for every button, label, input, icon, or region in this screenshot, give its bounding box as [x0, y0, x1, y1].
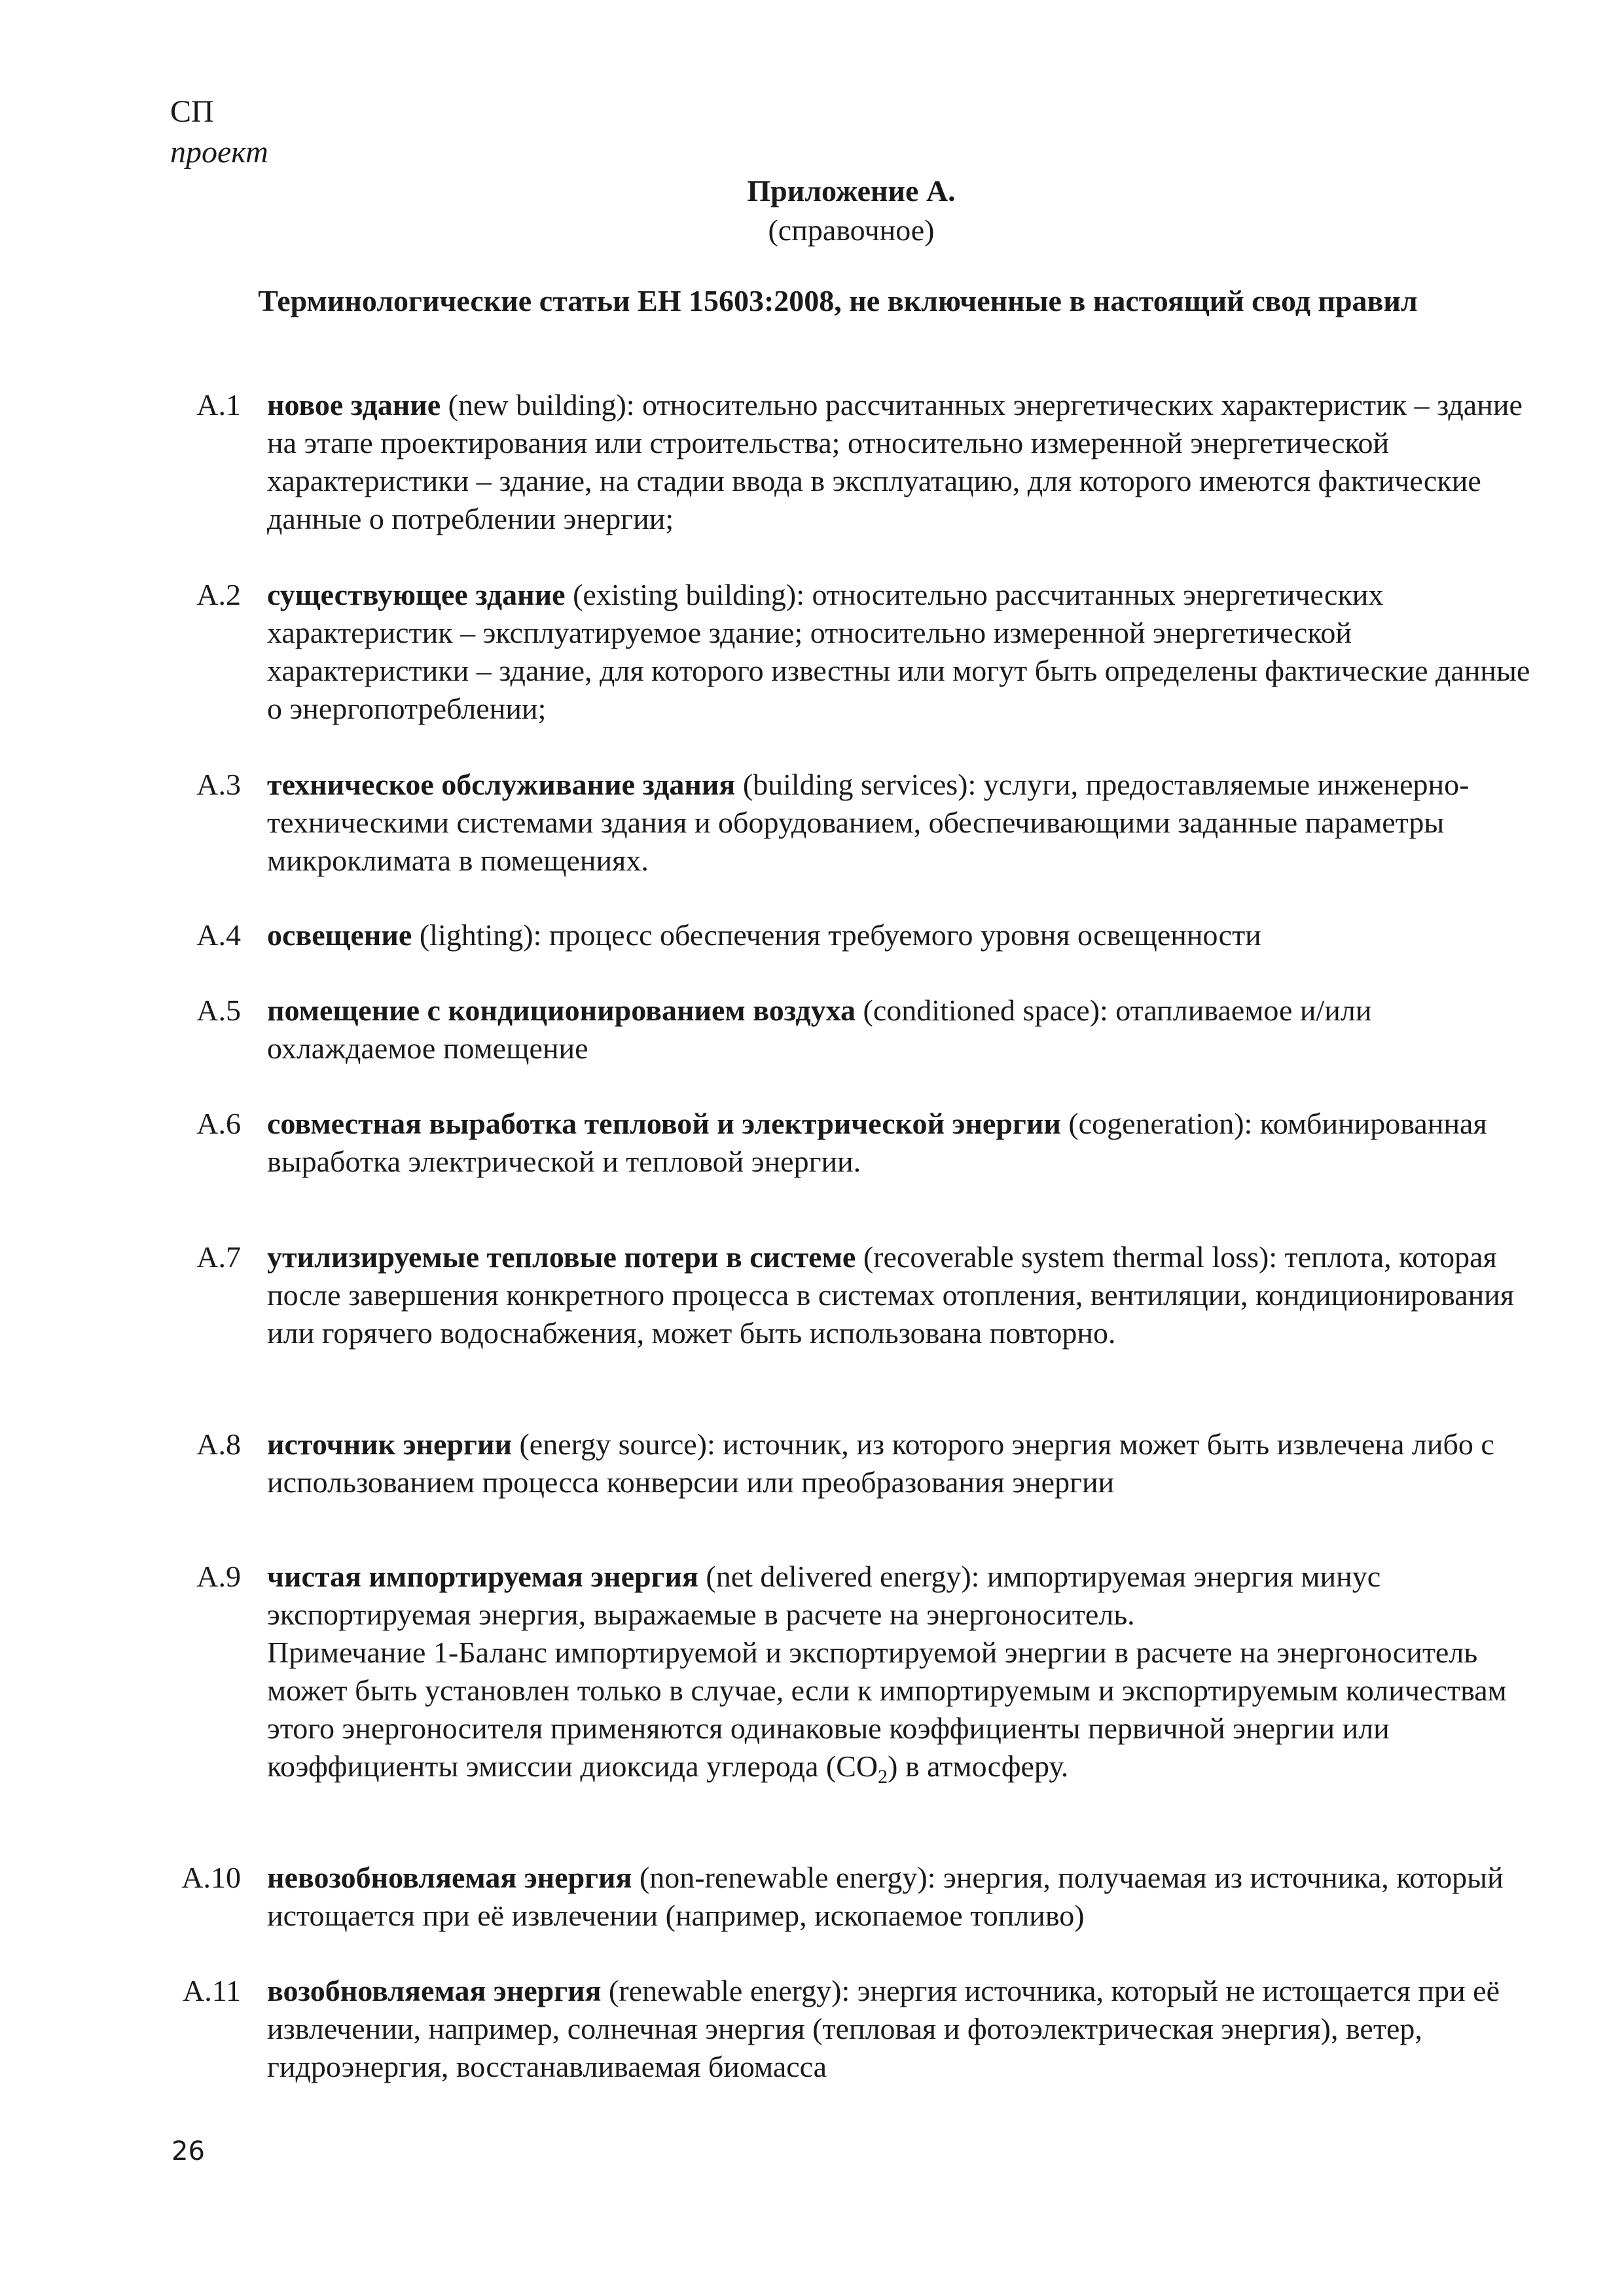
- co2-subscript: 2: [878, 1766, 888, 1788]
- entry-body: [267, 1105, 1532, 1181]
- entry-number: А.2: [196, 578, 241, 611]
- entry-term: источник энергии: [267, 1427, 512, 1461]
- entry-number: А.9: [196, 1560, 241, 1593]
- entry-term: существующее здание: [267, 578, 566, 611]
- entry-number: А.6: [196, 1107, 241, 1140]
- term-entry-a6: [164, 1105, 1532, 1181]
- term-entry-a9: [164, 1558, 1532, 1788]
- entry-definition: (building services): услуги, предоставляемые инженерно-техническими системами здания и оборудованием, обеспечивающими заданные параметры микроклимата в помещениях.: [267, 768, 1470, 877]
- entry-term: невозобновляемая энергия: [267, 1861, 632, 1894]
- term-entry-a10: [164, 1859, 1532, 1935]
- entry-definition: (energy source): источник, из которого энергия может быть извлечена либо с использованием процесса конверсии или преобразования энергии: [267, 1427, 1494, 1499]
- page-number: 26: [171, 2136, 205, 2166]
- entry-number: А.5: [196, 994, 241, 1027]
- entry-body: [267, 386, 1532, 538]
- entry-definition: (renewable energy): энергия источника, который не истощается при её извлечении, например, солнечная энергия (тепловая и фотоэлектрическая энергия), ветер, гидроэнергия, восстанавливаемая биомасса: [267, 1974, 1500, 2083]
- section-title: Терминологические статьи ЕН 15603:2008, не включенные в настоящий свод правил: [258, 284, 1418, 317]
- entry-body: [267, 576, 1532, 728]
- entry-definition: (existing building): относительно рассчитанных энергетических характеристик – эксплуатируемое здание; относительно измеренной энергетической характеристики – здание, для которого известны или могут быть определены фактические данные о энергопотреблении;: [267, 578, 1530, 725]
- entry-term: чистая импортируемая энергия: [267, 1560, 698, 1593]
- entry-body: [267, 992, 1532, 1067]
- entry-term: утилизируемые тепловые потери в системе: [267, 1240, 856, 1274]
- term-entry-a3: [164, 766, 1532, 880]
- entry-body: [267, 916, 1532, 954]
- term-entry-a11: [164, 1972, 1532, 2086]
- entry-body: [267, 766, 1532, 880]
- note-text: Примечание 1-Баланс импортируемой и экспортируемой энергии в расчете на энергоноситель может быть установлен только в случае, если к импортируемым и экспортируемым количествам этого энергоносителя применяются одинаковые коэффициенты первичной энергии или коэффициенты эмиссии диоксида углерода (CO: [267, 1636, 1507, 1783]
- entry-number: А.10: [181, 1861, 241, 1894]
- entry-number: А.7: [196, 1240, 241, 1274]
- entry-term: освещение: [267, 918, 412, 952]
- entry-number: А.3: [196, 768, 241, 801]
- entry-definition: (net delivered energy): импортируемая энергия минус экспортируемая энергия, выражаемые в расчете на энергоноситель.: [267, 1560, 1381, 1631]
- appendix-title: Приложение А.: [747, 174, 956, 207]
- entry-body: [267, 1558, 1532, 1788]
- term-entry-a8: [164, 1426, 1532, 1501]
- note-tail: ) в атмосферу.: [888, 1749, 1069, 1783]
- document-status: проект: [170, 135, 268, 170]
- entry-body: [267, 1859, 1532, 1935]
- entry-body: [267, 1426, 1532, 1501]
- entry-definition: (conditioned space): отапливаемое и/или охлаждаемое помещение: [267, 994, 1372, 1065]
- entry-term: возобновляемая энергия: [267, 1974, 602, 2007]
- entry-body: [267, 1972, 1532, 2086]
- term-entry-a2: [164, 576, 1532, 728]
- entry-definition: (new building): относительно рассчитанных энергетических характеристик – здание на этапе проектирования или строительства; относительно измеренной энергетической характеристики – здание, на стадии ввода в эксплуатацию, для которого имеются фактические данные о потреблении энергии;: [267, 388, 1523, 535]
- entry-body: [267, 1238, 1532, 1352]
- appendix-subtitle: (справочное): [768, 213, 935, 247]
- entry-definition: (cogeneration): комбинированная выработка электрической и тепловой энергии.: [267, 1107, 1487, 1178]
- entry-term: новое здание: [267, 388, 441, 422]
- entry-term: совместная выработка тепловой и электрической энергии: [267, 1107, 1061, 1140]
- entry-note: [267, 1634, 1532, 1788]
- entry-term: техническое обслуживание здания: [267, 768, 736, 801]
- term-entry-a7: [164, 1238, 1532, 1352]
- term-entry-a4: [164, 916, 1532, 954]
- entry-number: А.1: [196, 388, 241, 422]
- term-entry-a5: [164, 992, 1532, 1067]
- entry-number: А.11: [182, 1974, 241, 2007]
- entry-definition: (recoverable system thermal loss): теплота, которая после завершения конкретного процесса в системах отопления, вентиляции, кондиционирования или горячего водоснабжения, может быть использована повторно.: [267, 1240, 1515, 1350]
- entry-term: помещение с кондиционированием воздуха: [267, 994, 856, 1027]
- entry-number: А.8: [196, 1427, 241, 1461]
- entry-number: А.4: [196, 918, 241, 952]
- entry-definition: (non-renewable energy): энергия, получаемая из источника, который истощается при её извлечении (например, ископаемое топливо): [267, 1861, 1504, 1932]
- document-code: СП: [170, 94, 214, 129]
- entry-definition: (lighting): процесс обеспечения требуемого уровня освещенности: [412, 918, 1261, 952]
- term-entry-a1: [164, 386, 1532, 538]
